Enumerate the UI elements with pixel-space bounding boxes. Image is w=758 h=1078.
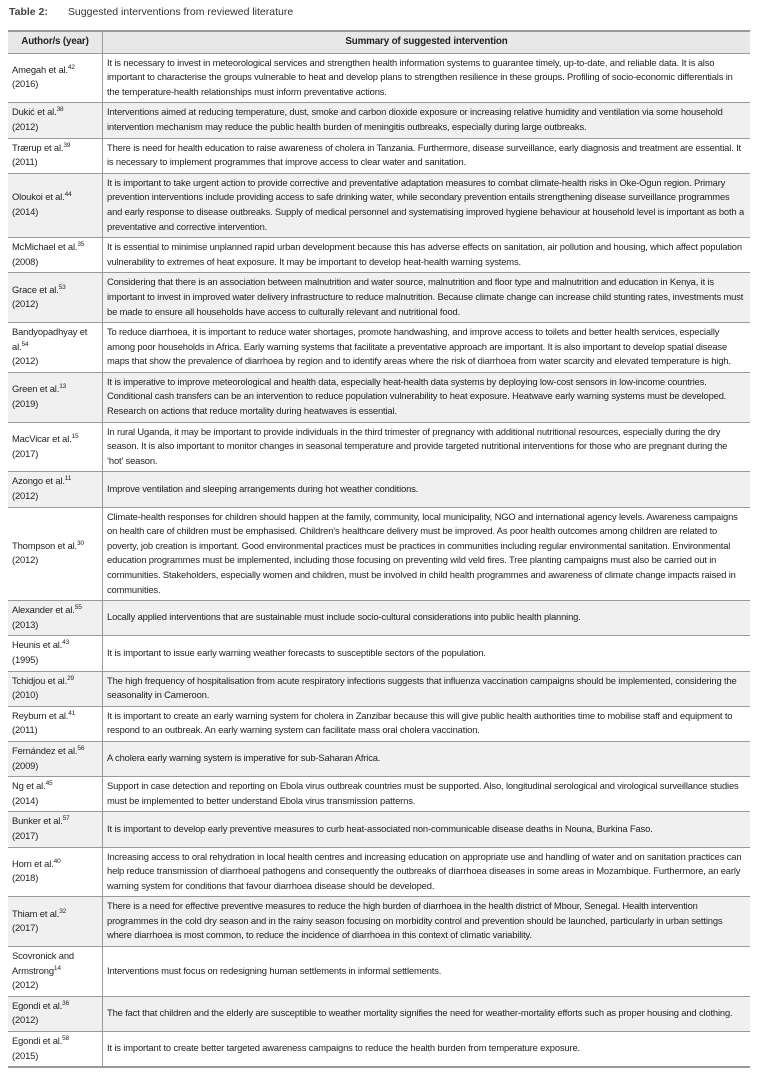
author-cell [8, 507, 103, 601]
author-year: (2012) [12, 355, 39, 367]
author-cell [8, 323, 103, 373]
reference-number: 30 [76, 539, 84, 547]
summary-cell: Increasing access to oral rehydration in local health centres and increasing education on appropriate use and handling of water and on sanitation practices can help reduce transmission of diarrhoeal pathogens and consequently the outbreaks of diarrhoea diseases in some areas in Mozambique. Furthermore, an early warning system for conditions that favour diarrhoea disease should be developed. [103, 847, 751, 897]
author-year: (2012) [12, 979, 39, 991]
author-name: McMichael et al. [12, 241, 78, 253]
reference-number: 13 [59, 383, 67, 391]
author-year: (2019) [12, 397, 39, 409]
author-cell [8, 238, 103, 273]
table-row [8, 1032, 750, 1068]
summary-cell: Locally applied interventions that are sustainable must include socio-cultural considerations into public health planning. [103, 601, 751, 636]
column-header-author: Author/s (year) [8, 31, 103, 53]
author-name: Horn et al. [12, 857, 54, 869]
table-caption [9, 6, 293, 18]
summary-cell: It is imperative to improve meteorological and health data, especially heat-health data systems by deploying low-cost sensors in low-income countries. Conditional cash transfers can be an intervention to reduce population vulnerability to heat exposure. Heatwave early warning systems must be developed. Research on actions that reduce mortality during heatwaves is essential. [103, 372, 751, 422]
table-row [8, 996, 750, 1031]
summary-cell: There is need for health education to raise awareness of cholera in Tanzania. Furthermore, disease surveillance, early diagnosis and treatment are essential. It is necessary to implement programmes that improve access to clear water and sanitation. [103, 138, 751, 173]
author-cell [8, 777, 103, 812]
reference-number: 44 [64, 191, 72, 199]
table-title: Suggested interventions from reviewed literature [67, 6, 294, 18]
author-name: Green et al. [12, 383, 60, 395]
summary-cell: Considering that there is an association between malnutrition and water source, malnutrition and floor type and malnutrition and education in Kenya, it is important to invest in improved water delivery infrastructure to reduce malnutrition. Because climate change can increase child stunting rates, investments must be made to ensure all households have access to culturally relevant and nutritional food. [103, 273, 751, 323]
reference-number: 55 [74, 604, 82, 612]
author-year: (2018) [12, 872, 39, 884]
author-cell [8, 173, 103, 237]
author-year: (2017) [12, 829, 39, 841]
author-cell [8, 897, 103, 947]
table-label: Table 2: [9, 6, 48, 18]
author-name: MacVicar et al. [12, 432, 72, 444]
author-cell [8, 273, 103, 323]
reference-number: 43 [62, 639, 70, 647]
author-name: Trærup et al. [12, 141, 64, 153]
reference-number: 41 [68, 709, 76, 717]
author-name: Bandyopadhyay et al. [12, 326, 88, 352]
table-row [8, 422, 750, 472]
reference-number: 38 [56, 106, 64, 114]
table-row [8, 847, 750, 897]
author-year: (2010) [12, 689, 39, 701]
summary-cell: The fact that children and the elderly are susceptible to weather mortality signifies the need for weather-mortality efforts such as proper housing and clothing. [103, 996, 751, 1031]
author-year: (2012) [12, 554, 39, 566]
table-row [8, 138, 750, 173]
reference-number: 53 [58, 283, 66, 291]
table-row [8, 671, 750, 706]
table-row [8, 777, 750, 812]
table-row [8, 601, 750, 636]
reference-number: 42 [67, 63, 75, 71]
author-cell [8, 671, 103, 706]
summary-cell: It is important to create better targeted awareness campaigns to reduce the health burden from temperature exposure. [103, 1032, 751, 1068]
reference-number: 36 [62, 999, 70, 1007]
table-row [8, 472, 750, 507]
summary-cell: It is important to develop early preventive measures to curb heat-associated non-communicable disease deaths in Nouna, Burkina Faso. [103, 812, 751, 847]
author-name: Egondi et al. [12, 999, 63, 1011]
author-cell [8, 741, 103, 776]
summary-cell: It is essential to minimise unplanned rapid urban development because this has adverse effects on sanitation, air pollution and housing, which affect population vulnerability to extremes of heat exposure. It may be important to develop heat-health warning systems. [103, 238, 751, 273]
summary-cell: Interventions aimed at reducing temperature, dust, smoke and carbon dioxide exposure or increasing relative humidity and ventilation via some household intervention mechanism may reduce the public health burden of meningitis outbreaks, especially during large outbreaks. [103, 103, 751, 138]
author-cell [8, 53, 103, 103]
author-year: (2011) [12, 724, 38, 736]
author-name: Grace et al. [12, 283, 59, 295]
author-name: Bunker et al. [12, 815, 63, 827]
summary-cell: It is necessary to invest in meteorological services and strengthen health information systems to guarantee timely, up-to-date, and reliable data. It is also important to characterise the groups vulnerable to heat and develop plans to strengthen resilience in these groups. Profiling of socio-economic differentials in the temperature-health relationships must inform preventative actions. [103, 53, 751, 103]
author-name: Scovronick and Armstrong [12, 950, 74, 976]
author-cell [8, 601, 103, 636]
author-cell [8, 472, 103, 507]
table-row [8, 372, 750, 422]
author-cell [8, 706, 103, 741]
reference-number: 32 [59, 907, 67, 915]
author-year: (2012) [12, 298, 39, 310]
reference-number: 54 [21, 340, 29, 348]
summary-cell: It is important to create an early warning system for cholera in Zanzibar because this will give public health authorities time to mobilise staff and equipment to respond to an outbreak. An early warning system can facilitate mass oral cholera vaccination. [103, 706, 751, 741]
summary-cell: It is important to issue early warning weather forecasts to susceptible sectors of the population. [103, 636, 751, 671]
table-row [8, 947, 750, 997]
author-year: (2016) [12, 78, 39, 90]
summary-cell: Support in case detection and reporting on Ebola virus outbreak countries must be supported. Also, longitudinal serological and virological surveillance studies must be implemented to better understand Ebola virus transmission patterns. [103, 777, 751, 812]
reference-number: 56 [77, 744, 85, 752]
table-row [8, 173, 750, 237]
author-name: Reyburn et al. [12, 709, 69, 721]
summary-cell: The high frequency of hospitalisation from acute respiratory infections suggests that influenza vaccination campaigns should be implemented, considering the seasonality in Cameroon. [103, 671, 751, 706]
table-row [8, 238, 750, 273]
reference-number: 58 [62, 1035, 70, 1043]
table-row [8, 103, 750, 138]
table-row [8, 323, 750, 373]
author-name: Fernández et al. [12, 744, 78, 756]
reference-number: 29 [67, 674, 75, 682]
author-year: (2013) [12, 618, 39, 630]
author-year: (2015) [12, 1049, 39, 1061]
summary-cell: To reduce diarrhoea, it is important to reduce water shortages, promote handwashing, and improve access to toilets and better health services, especially among poor households in Africa. Early warning systems that facilitate a preventative approach are important. It is also important to develop spatial disease maps that show the prevalence of diarrhoea by region and to identify areas where the risk of diarrhoea from water scarcity and elevated temperature is high. [103, 323, 751, 373]
table-row [8, 741, 750, 776]
author-name: Ng et al. [12, 780, 46, 792]
author-name: Amegah et al. [12, 63, 68, 75]
author-cell [8, 1032, 103, 1068]
table-row [8, 812, 750, 847]
interventions-table [8, 30, 750, 1068]
reference-number: 11 [64, 475, 72, 483]
author-name: Azongo et al. [12, 475, 65, 487]
author-name: Tchidjou et al. [12, 674, 68, 686]
author-cell [8, 636, 103, 671]
author-name: Alexander et al. [12, 604, 75, 616]
table-row [8, 636, 750, 671]
author-cell [8, 138, 103, 173]
reference-number: 57 [62, 815, 70, 823]
author-name: Oloukoi et al. [12, 191, 65, 203]
author-cell [8, 947, 103, 997]
column-header-summary: Summary of suggested intervention [103, 31, 751, 53]
table-row [8, 273, 750, 323]
author-year: (2008) [12, 255, 39, 267]
author-cell [8, 812, 103, 847]
reference-number: 15 [71, 432, 79, 440]
author-name: Dukić et al. [12, 106, 57, 118]
author-year: (2017) [12, 922, 39, 934]
table-row [8, 706, 750, 741]
reference-number: 14 [53, 964, 61, 972]
author-name: Thiam et al. [12, 907, 60, 919]
summary-cell: Improve ventilation and sleeping arrangements during hot weather conditions. [103, 472, 751, 507]
author-year: (2009) [12, 759, 39, 771]
summary-cell: In rural Uganda, it may be important to provide individuals in the third trimester of pregnancy with additional nutritional resources, especially during the dry season. It is also important to monitor changes in seasonal temperature and provide targeted nutritional interventions for those who are pregnant during the ‘hot’ season. [103, 422, 751, 472]
table-row [8, 53, 750, 103]
author-name: Thompson et al. [12, 539, 77, 551]
reference-number: 35 [77, 241, 85, 249]
author-year: (1995) [12, 653, 39, 665]
author-name: Heunis et al. [12, 639, 63, 651]
summary-cell: It is important to take urgent action to provide corrective and preventative adaptation measures to combat climate-health risks in Oke-Ogun region. Primary prevention interventions include providing access to safe drinking water, while secondary prevention entails strengthening disease surveillance programmes and early response to disease outbreaks. Supply of medical personnel and systematising improved hygiene behaviour at household level is important as both a preventative and corrective intervention. [103, 173, 751, 237]
author-cell [8, 422, 103, 472]
reference-number: 40 [53, 857, 61, 865]
author-year: (2014) [12, 794, 39, 806]
author-year: (2017) [12, 447, 39, 459]
author-year: (2014) [12, 205, 39, 217]
reference-number: 39 [63, 141, 71, 149]
author-year: (2012) [12, 1014, 39, 1026]
author-cell [8, 996, 103, 1031]
author-cell [8, 103, 103, 138]
author-name: Egondi et al. [12, 1035, 63, 1047]
author-cell [8, 847, 103, 897]
table-row [8, 897, 750, 947]
summary-cell: There is a need for effective preventive measures to reduce the high burden of diarrhoea in the health district of Mbour, Senegal. Health intervention programmes in the cold dry season and in the rainy season focusing on morbidity control and prevention should be launched, particularly in urban settings where diarrhoea is most common, to reduce the incidence of diarrhoea in this context of climatic variability. [103, 897, 751, 947]
summary-cell: Interventions must focus on redesigning human settlements in informal settlements. [103, 947, 751, 997]
table-row [8, 507, 750, 601]
reference-number: 45 [45, 780, 53, 788]
summary-cell: A cholera early warning system is imperative for sub-Saharan Africa. [103, 741, 751, 776]
table-header-row [8, 31, 750, 53]
author-cell [8, 372, 103, 422]
author-year: (2012) [12, 120, 39, 132]
author-year: (2012) [12, 490, 39, 502]
author-year: (2011) [12, 156, 38, 168]
summary-cell: Climate-health responses for children should happen at the family, community, local municipality, NGO and international agency levels. Awareness campaigns on health care of children must be emphasised. Children’s healthcare delivery must be improved. As poor health outcomes among children are related to poverty, job creation is important. Good environmental practices must be practices in communities including regular environmental sanitation. Environmental education programmes must be implemented, including those focusing on preventing wild veld fires. Tree planting campaigns must also be carried out in communities. Stakeholders, especially women and children, must be involved in child health programmes and awareness of climate change impacts raised in communities. [103, 507, 751, 601]
